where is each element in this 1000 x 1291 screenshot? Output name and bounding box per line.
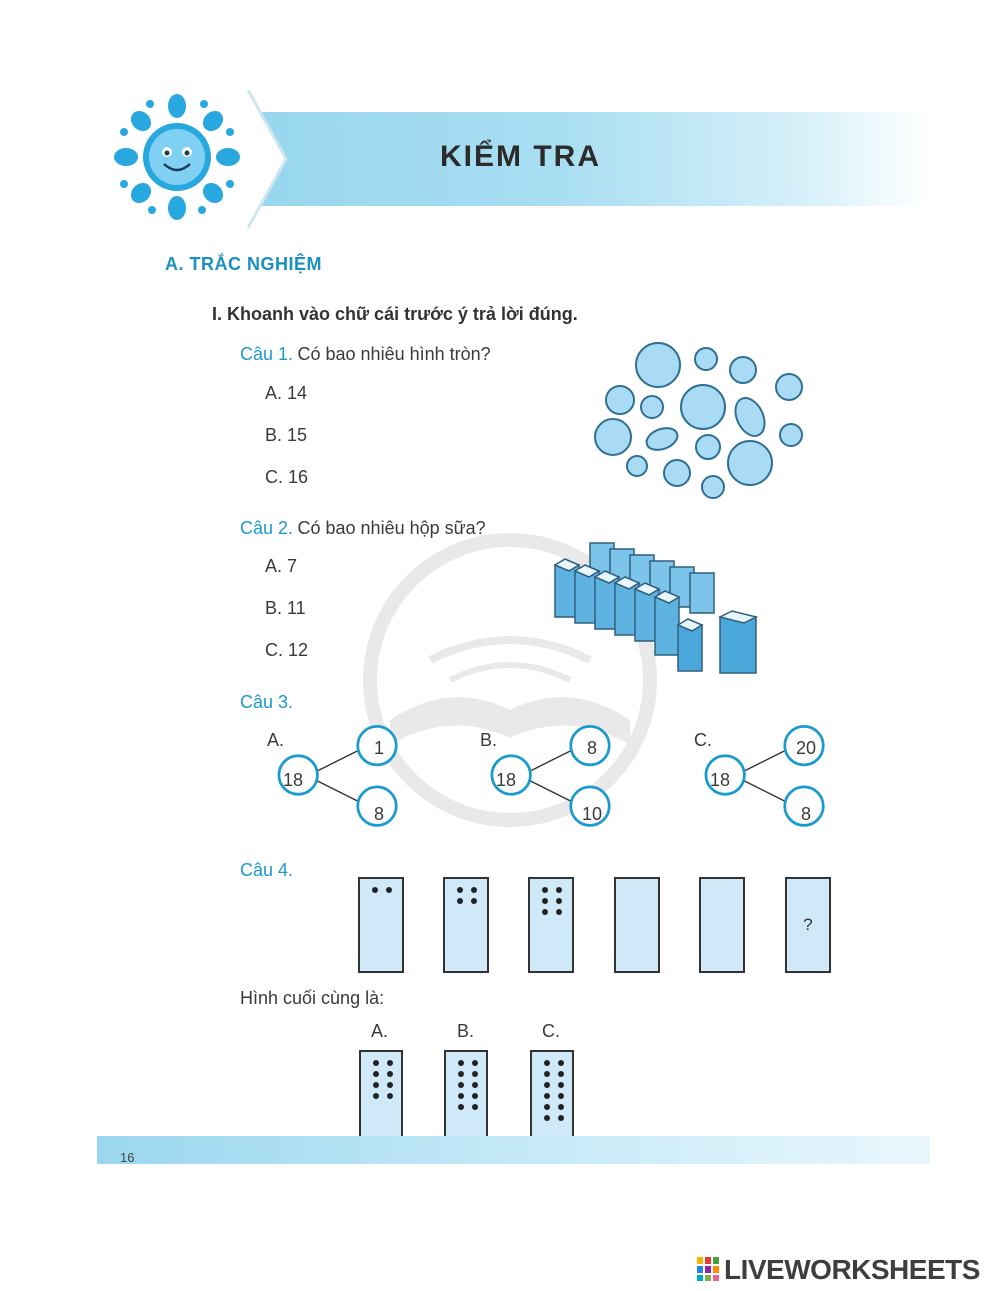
tree-bottom-value: 8 <box>373 804 384 824</box>
dot <box>472 1093 478 1099</box>
dot <box>542 898 548 904</box>
dot-pattern <box>544 1060 568 1121</box>
question-2 <box>240 518 486 539</box>
dot-pattern <box>373 1060 397 1099</box>
dot <box>472 1082 478 1088</box>
tree-top-value: 20 <box>795 738 817 758</box>
dot <box>558 1115 564 1121</box>
question-text: Có bao nhiêu hộp sữa? <box>297 518 486 538</box>
answer-domino-c[interactable] <box>530 1050 574 1144</box>
dot <box>558 1082 564 1088</box>
question-label: Câu 1. <box>240 344 294 364</box>
question-3-label: Câu 3. <box>240 692 294 712</box>
dot <box>471 898 477 904</box>
dot <box>544 1093 550 1099</box>
tree-letter: B. <box>480 730 498 750</box>
liveworksheets-logo-icon <box>697 1257 719 1281</box>
dot <box>558 1060 564 1066</box>
question-1 <box>240 344 491 365</box>
dot <box>386 887 392 893</box>
tree-top-value: 1 <box>373 738 384 758</box>
question-text: Có bao nhiêu hình tròn? <box>297 344 491 364</box>
answer-option-c[interactable]: C. 16 <box>265 467 309 487</box>
dot <box>372 887 378 893</box>
domino-card <box>699 877 745 973</box>
dot <box>472 1071 478 1077</box>
tree-letter: A. <box>267 730 285 750</box>
dot <box>387 1082 393 1088</box>
unknown-mark: ? <box>803 915 813 934</box>
brand-name: LIVEWORKSHEETS <box>724 1254 980 1285</box>
tree-root-value: 18 <box>709 770 731 790</box>
tree-letter: C. <box>694 730 712 750</box>
number-tree-a[interactable] <box>265 720 445 840</box>
dot <box>458 1060 464 1066</box>
answer-option-c[interactable]: C. 12 <box>265 640 309 660</box>
dot <box>542 909 548 915</box>
dot <box>373 1071 379 1077</box>
domino-card-unknown <box>785 877 831 973</box>
question-4-label: Câu 4. <box>240 860 294 880</box>
dot <box>387 1060 393 1066</box>
tree-bottom-value: 8 <box>800 804 811 824</box>
dot <box>556 909 562 915</box>
dot <box>373 1093 379 1099</box>
domino-card <box>358 877 404 973</box>
circles-illustration <box>585 335 815 505</box>
dot <box>544 1082 550 1088</box>
section-title: A. TRẮC NGHIỆM <box>165 254 322 274</box>
dot <box>558 1071 564 1077</box>
instruction-text: I. Khoanh vào chữ cái trước ý trả lời đúng. <box>212 304 578 324</box>
domino-card <box>614 877 660 973</box>
smiling-sun-icon <box>112 92 242 222</box>
question-label: Câu 2. <box>240 518 294 538</box>
dot-pattern <box>372 887 396 893</box>
domino-card <box>528 877 574 973</box>
dot <box>458 1082 464 1088</box>
dot <box>556 887 562 893</box>
question-4-prompt: Hình cuối cùng là: <box>240 988 385 1008</box>
answer-option-a[interactable]: A. 7 <box>265 556 298 576</box>
dot <box>458 1104 464 1110</box>
answer-option-b[interactable]: B. 11 <box>265 598 306 618</box>
dot <box>458 1071 464 1077</box>
dot <box>373 1082 379 1088</box>
dot-pattern <box>457 887 481 904</box>
page-number: 16 <box>120 1150 135 1165</box>
domino-card <box>443 877 489 973</box>
tree-top-value: 8 <box>586 738 597 758</box>
dot-pattern <box>458 1060 482 1110</box>
dot <box>387 1093 393 1099</box>
answer-option-a[interactable]: A. 14 <box>265 383 308 403</box>
dot-pattern <box>542 887 566 915</box>
answer-letter-a: A. <box>371 1021 389 1041</box>
dot <box>556 898 562 904</box>
dot <box>457 887 463 893</box>
dot <box>544 1060 550 1066</box>
page-title: KIỂM TRA <box>440 140 601 173</box>
answer-letter-b: B. <box>457 1021 475 1041</box>
number-tree-c[interactable] <box>692 720 872 840</box>
dot <box>472 1104 478 1110</box>
dot <box>544 1104 550 1110</box>
dot <box>472 1060 478 1066</box>
dot <box>544 1071 550 1077</box>
dot <box>558 1104 564 1110</box>
number-tree-b[interactable] <box>478 720 658 840</box>
answer-domino-b[interactable] <box>444 1050 488 1144</box>
dot <box>458 1093 464 1099</box>
answer-domino-a[interactable] <box>359 1050 403 1144</box>
answer-option-b[interactable]: B. 15 <box>265 425 308 445</box>
dot <box>544 1115 550 1121</box>
dot <box>542 887 548 893</box>
tree-root-value: 18 <box>495 770 517 790</box>
tree-root-value: 18 <box>282 770 304 790</box>
footer-bar <box>97 1136 930 1164</box>
dot <box>558 1093 564 1099</box>
milk-cartons-illustration <box>550 535 765 675</box>
dot <box>471 887 477 893</box>
dot <box>373 1060 379 1066</box>
dot <box>387 1071 393 1077</box>
tree-bottom-value: 10 <box>581 804 603 824</box>
answer-letter-c: C. <box>542 1021 560 1041</box>
dot <box>457 898 463 904</box>
